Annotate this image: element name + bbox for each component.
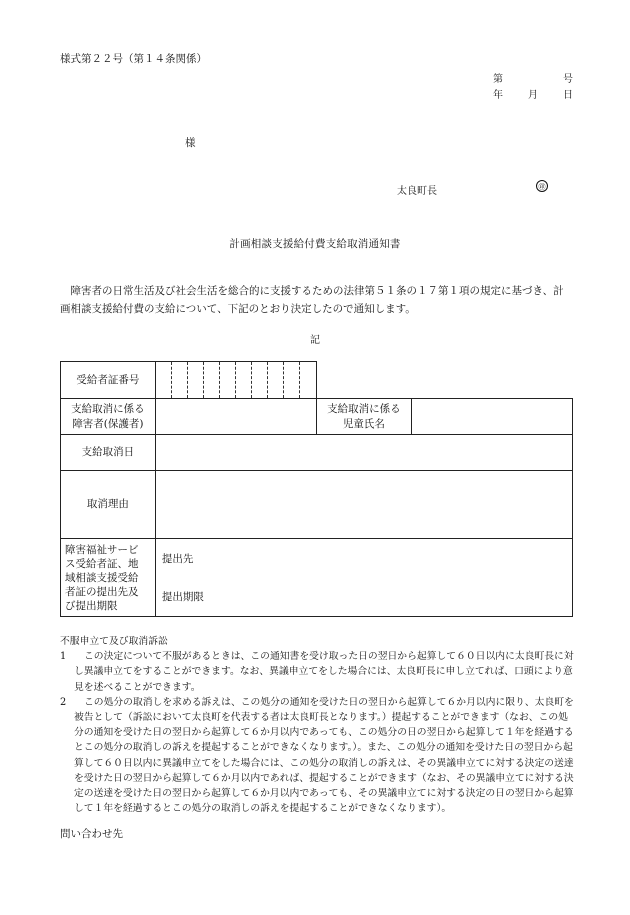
date-month-label: 月	[528, 90, 538, 101]
child-name-field[interactable]	[412, 399, 573, 435]
appeal-item: 2 この処分の取消しを求める訴えは、この処分の通知を受けた日の翌日から起算して６か月以内に限り、太良町を被告として（訴訟において太良町を代表する者は太良町長となります。）提起することができます（なお、この処分の通知を受けた日の翌日から起算して６か月以内であっても、この処分の日の翌日から起算して１年を経過するとこの処分の取消しの訴えを提起することができなくなります。）。また、この処分の通知を受けた日の翌日から起算して６０日以内に異議申立てをした場合には、この処分の取消しの訴えは、その異議申立てに対する決定の送達を受けた日の翌日から起算して６か月以内であれば、提起することができます（なお、その異議申立てに対する決定の送達を受けた日の翌日から起算して６か月以内であっても、その異議申立てに対する決定の日の翌日から起算して１年を経過するとこの処分の取消しの訴えを提起することができなくなります）。	[60, 696, 574, 815]
seal-icon: ㊞	[536, 180, 548, 192]
date-day-label: 日	[563, 90, 573, 101]
cancel-reason-field[interactable]	[155, 471, 572, 539]
submit-to-field[interactable]	[156, 539, 572, 577]
child-name-label: 支給取消に係る 児童氏名	[316, 399, 412, 435]
recipient-cert-no-label: 受給者証番号	[61, 362, 156, 399]
submit-deadline-label: 提出期限	[161, 590, 204, 603]
submission-label: 障害福祉サービ ス受給者証、地 域相談支援受給 者証の提出先及 び提出期限	[61, 539, 156, 617]
appeal-section	[60, 634, 575, 816]
submit-deadline-field[interactable]	[156, 577, 572, 615]
issuer-name: 太良町長	[397, 186, 437, 197]
date-year-label: 年	[493, 90, 503, 101]
document-number-suffix: 号	[563, 74, 573, 85]
ki-marker: 記	[310, 335, 320, 346]
notice-table	[60, 361, 573, 617]
disabled-person-field[interactable]	[155, 399, 316, 435]
notice-body: 障害者の日常生活及び社会生活を総合的に支援するための法律第５１条の１７第１項の規定に基づき、計画相談支援給付費の支給について、下記のとおり決定したので通知します。	[60, 285, 564, 315]
document-number-label: 第	[493, 74, 503, 85]
submit-to-label: 提出先	[161, 552, 194, 565]
cancel-date-label: 支給取消日	[61, 435, 156, 471]
cancel-date-field[interactable]	[155, 435, 572, 471]
cancel-reason-label: 取消理由	[61, 471, 156, 539]
appeal-heading: 不服申立て及び取消訴訟	[60, 636, 168, 647]
appeal-item: 1 この決定について不服があるときは、この通知書を受け取った日の翌日から起算して６０日以内に太良町長に対し異議申立てをすることができます。なお、異議申立てをした場合には、太良町長に申し立てれば、口頭により意見を述べることができます。	[60, 651, 574, 693]
document-title: 計画相談支援給付費支給取消通知書	[229, 238, 401, 250]
recipient-cert-no-field[interactable]	[155, 362, 316, 399]
recipient-honorific: 様	[185, 137, 196, 149]
disabled-person-label: 支給取消に係る 障害者(保護者)	[61, 399, 156, 435]
form-number: 様式第２２号（第１４条関係）	[60, 53, 207, 65]
contact-label: 問い合わせ先	[60, 828, 123, 840]
